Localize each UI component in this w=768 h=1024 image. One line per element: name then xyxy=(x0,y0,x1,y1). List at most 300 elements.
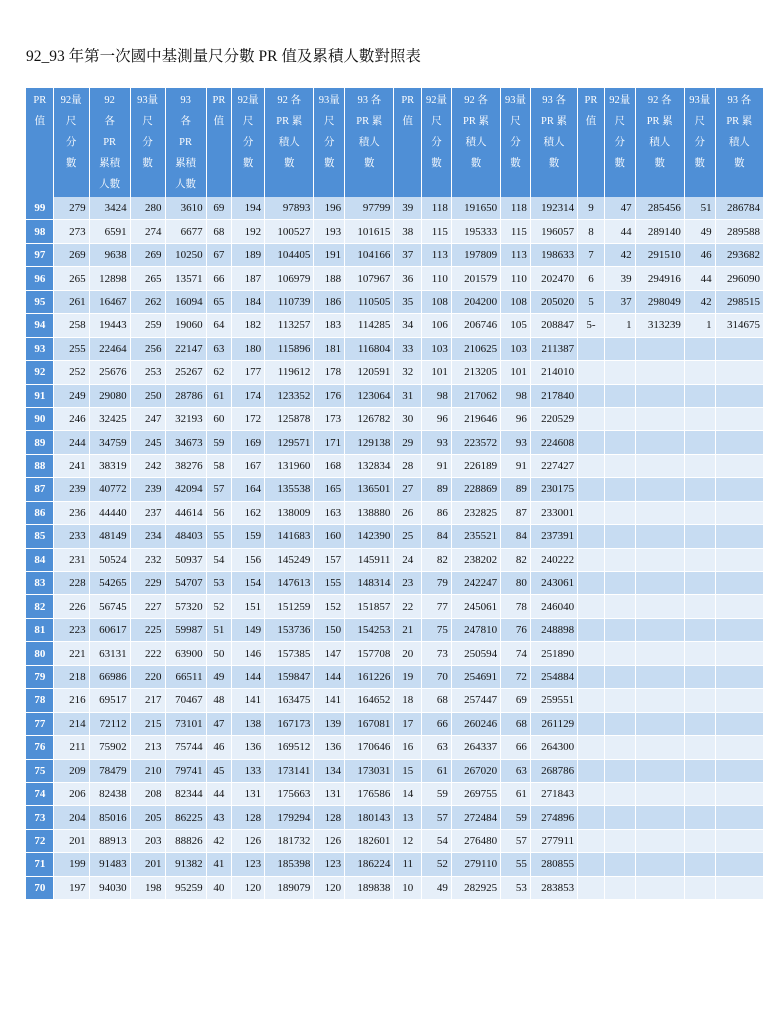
table-cell: 66 xyxy=(422,712,452,735)
table-row xyxy=(27,782,764,805)
pr-value-cell xyxy=(578,407,605,430)
column-header-line: 尺 xyxy=(614,116,625,127)
row-pr-value: 82 xyxy=(27,595,54,618)
table-cell: 279110 xyxy=(451,853,500,876)
pr-value-cell: 5- xyxy=(578,314,605,337)
column-header xyxy=(89,88,130,197)
pr-value-cell xyxy=(578,384,605,407)
table-cell: 96 xyxy=(501,407,531,430)
table-cell: 66511 xyxy=(165,665,206,688)
table-cell xyxy=(715,853,763,876)
table-cell: 223572 xyxy=(451,431,500,454)
pr-value-cell: 46 xyxy=(206,736,232,759)
table-cell: 145249 xyxy=(265,548,314,571)
table-cell: 243061 xyxy=(530,572,577,595)
table-cell: 294916 xyxy=(635,267,684,290)
table-cell: 204 xyxy=(53,806,89,829)
table-cell: 172 xyxy=(232,407,265,430)
table-cell xyxy=(635,384,684,407)
column-header-line: 數 xyxy=(431,158,442,169)
table-row xyxy=(27,361,764,384)
table-cell: 242247 xyxy=(451,572,500,595)
table-cell: 159 xyxy=(232,525,265,548)
table-cell: 244 xyxy=(53,431,89,454)
table-cell: 133 xyxy=(232,759,265,782)
table-row xyxy=(27,689,764,712)
table-cell: 123 xyxy=(232,853,265,876)
pr-value-cell: 66 xyxy=(206,267,232,290)
table-cell: 156 xyxy=(232,548,265,571)
table-row xyxy=(27,548,764,571)
column-header-line: 92量 xyxy=(60,95,82,106)
table-cell: 220529 xyxy=(530,407,577,430)
table-cell: 149 xyxy=(232,618,265,641)
table-cell: 249 xyxy=(53,384,89,407)
pr-value-cell xyxy=(578,548,605,571)
pr-value-cell xyxy=(578,736,605,759)
column-header-line: 值 xyxy=(213,116,225,127)
column-header-line: PR 累 xyxy=(356,116,383,127)
table-cell: 138880 xyxy=(345,501,394,524)
table-cell xyxy=(635,595,684,618)
table-row xyxy=(27,829,764,852)
table-cell: 53 xyxy=(501,876,531,899)
column-header-line: PR 累 xyxy=(276,116,303,127)
table-cell: 38319 xyxy=(89,454,130,477)
table-cell: 198633 xyxy=(530,243,577,266)
pr-lookup-table xyxy=(26,88,764,900)
table-cell: 277911 xyxy=(530,829,577,852)
table-cell: 286784 xyxy=(715,197,763,220)
table-cell xyxy=(635,736,684,759)
table-cell: 237 xyxy=(130,501,165,524)
column-header-line: 數 xyxy=(694,158,705,169)
table-cell: 128 xyxy=(314,806,345,829)
table-cell: 314675 xyxy=(715,314,763,337)
table-cell: 151259 xyxy=(265,595,314,618)
table-cell: 113 xyxy=(501,243,531,266)
table-cell xyxy=(635,454,684,477)
table-cell: 226 xyxy=(53,595,89,618)
pr-value-cell: 55 xyxy=(206,525,232,548)
table-cell: 37 xyxy=(604,290,635,313)
pr-value-cell: 12 xyxy=(394,829,422,852)
pr-value-cell: 53 xyxy=(206,572,232,595)
column-header-line: 尺 xyxy=(431,116,442,127)
table-cell xyxy=(635,665,684,688)
table-cell: 220 xyxy=(130,665,165,688)
table-cell: 69517 xyxy=(89,689,130,712)
table-cell: 185398 xyxy=(265,853,314,876)
column-header-line: 92 xyxy=(104,95,115,106)
column-header-line: PR 累 xyxy=(726,116,753,127)
pr-value-cell: 38 xyxy=(394,220,422,243)
table-cell: 162 xyxy=(232,501,265,524)
table-cell: 168 xyxy=(314,454,345,477)
table-cell: 209 xyxy=(53,759,89,782)
column-header-line: PR xyxy=(212,95,226,106)
table-cell: 202470 xyxy=(530,267,577,290)
column-header-line: 尺 xyxy=(142,116,153,127)
table-cell xyxy=(684,361,715,384)
table-cell: 233001 xyxy=(530,501,577,524)
table-cell: 84 xyxy=(422,525,452,548)
column-header-line: 92量 xyxy=(609,95,631,106)
pr-value-cell: 68 xyxy=(206,220,232,243)
column-header-line: 93 各 xyxy=(727,95,752,106)
table-cell: 119612 xyxy=(265,361,314,384)
column-header xyxy=(530,88,577,197)
table-cell: 136501 xyxy=(345,478,394,501)
row-pr-value: 73 xyxy=(27,806,54,829)
column-header-line: 92量 xyxy=(425,95,447,106)
table-cell: 84 xyxy=(501,525,531,548)
table-cell: 91 xyxy=(501,454,531,477)
table-cell: 91 xyxy=(422,454,452,477)
column-header-line: 數 xyxy=(548,158,560,169)
table-cell: 59 xyxy=(501,806,531,829)
table-cell xyxy=(635,478,684,501)
table-row xyxy=(27,876,764,899)
table-cell: 250 xyxy=(130,384,165,407)
table-cell: 144 xyxy=(232,665,265,688)
table-cell: 131 xyxy=(232,782,265,805)
table-cell: 240222 xyxy=(530,548,577,571)
table-cell: 163 xyxy=(314,501,345,524)
table-cell: 213 xyxy=(130,736,165,759)
table-cell: 126 xyxy=(232,829,265,852)
pr-value-cell: 13 xyxy=(394,806,422,829)
pr-value-cell: 43 xyxy=(206,806,232,829)
table-cell: 246040 xyxy=(530,595,577,618)
table-cell: 264300 xyxy=(530,736,577,759)
pr-value-cell: 40 xyxy=(206,876,232,899)
column-header xyxy=(206,88,232,197)
pr-value-cell: 14 xyxy=(394,782,422,805)
row-pr-value: 79 xyxy=(27,665,54,688)
table-cell xyxy=(684,853,715,876)
pr-value-cell: 35 xyxy=(394,290,422,313)
column-header-line: PR 累 xyxy=(541,116,567,127)
row-pr-value: 98 xyxy=(27,220,54,243)
pr-value-cell: 19 xyxy=(394,665,422,688)
table-cell: 256 xyxy=(130,337,165,360)
table-cell: 214 xyxy=(53,712,89,735)
table-row xyxy=(27,759,764,782)
table-cell: 222 xyxy=(130,642,165,665)
table-cell: 98 xyxy=(501,384,531,407)
pr-value-cell xyxy=(578,618,605,641)
table-cell: 66 xyxy=(501,736,531,759)
table-cell xyxy=(604,337,635,360)
table-cell: 138 xyxy=(232,712,265,735)
table-cell xyxy=(715,806,763,829)
table-cell: 110739 xyxy=(265,290,314,313)
column-header xyxy=(232,88,265,197)
table-cell: 40772 xyxy=(89,478,130,501)
row-pr-value: 88 xyxy=(27,454,54,477)
table-cell: 34673 xyxy=(165,431,206,454)
table-cell: 167081 xyxy=(345,712,394,735)
table-cell xyxy=(715,454,763,477)
row-pr-value: 70 xyxy=(27,876,54,899)
table-cell xyxy=(635,782,684,805)
table-cell xyxy=(684,829,715,852)
table-cell: 313239 xyxy=(635,314,684,337)
table-cell: 232 xyxy=(130,548,165,571)
column-header-line: 積人 xyxy=(278,137,300,148)
pr-value-cell: 9 xyxy=(578,197,605,220)
table-cell: 61 xyxy=(422,759,452,782)
table-cell: 258 xyxy=(53,314,89,337)
column-header-line: 分 xyxy=(142,137,153,148)
table-cell: 237391 xyxy=(530,525,577,548)
table-row xyxy=(27,384,764,407)
column-header-line: 分 xyxy=(324,137,335,148)
table-cell: 273 xyxy=(53,220,89,243)
table-row xyxy=(27,712,764,735)
table-cell: 74 xyxy=(501,642,531,665)
pr-value-cell xyxy=(578,431,605,454)
table-cell: 123 xyxy=(314,853,345,876)
pr-value-cell: 36 xyxy=(394,267,422,290)
column-header xyxy=(53,88,89,197)
table-cell xyxy=(684,642,715,665)
table-cell: 10250 xyxy=(165,243,206,266)
table-cell: 28786 xyxy=(165,384,206,407)
table-row xyxy=(27,314,764,337)
table-cell xyxy=(635,876,684,899)
table-cell: 161226 xyxy=(345,665,394,688)
page-title: 92_93 年第一次國中基測量尺分數 PR 值及累積人數對照表 xyxy=(26,48,421,65)
pr-value-cell: 29 xyxy=(394,431,422,454)
row-pr-value: 83 xyxy=(27,572,54,595)
table-cell: 165 xyxy=(314,478,345,501)
table-cell: 234 xyxy=(130,525,165,548)
table-cell: 257447 xyxy=(451,689,500,712)
table-cell: 106 xyxy=(422,314,452,337)
table-cell: 241 xyxy=(53,454,89,477)
table-cell: 254691 xyxy=(451,665,500,688)
table-cell: 253 xyxy=(130,361,165,384)
table-cell: 274896 xyxy=(530,806,577,829)
table-cell: 63 xyxy=(422,736,452,759)
table-cell: 217840 xyxy=(530,384,577,407)
table-cell: 186 xyxy=(314,290,345,313)
table-cell xyxy=(635,548,684,571)
table-cell: 110 xyxy=(501,267,531,290)
table-cell: 210 xyxy=(130,759,165,782)
table-cell: 141 xyxy=(232,689,265,712)
table-cell: 110 xyxy=(422,267,452,290)
table-cell: 261 xyxy=(53,290,89,313)
table-cell: 293682 xyxy=(715,243,763,266)
table-cell: 22464 xyxy=(89,337,130,360)
table-cell: 219646 xyxy=(451,407,500,430)
column-header-line: 人數 xyxy=(175,179,197,190)
pr-value-cell: 50 xyxy=(206,642,232,665)
table-row xyxy=(27,337,764,360)
table-cell xyxy=(604,361,635,384)
table-cell: 141 xyxy=(314,689,345,712)
pr-value-cell xyxy=(578,595,605,618)
column-header-line: 數 xyxy=(65,158,77,169)
column-header-line: 數 xyxy=(734,158,745,169)
table-cell xyxy=(604,454,635,477)
table-cell xyxy=(635,337,684,360)
column-header xyxy=(715,88,763,197)
table-cell xyxy=(604,572,635,595)
table-cell: 283853 xyxy=(530,876,577,899)
column-header xyxy=(501,88,531,197)
table-cell: 101 xyxy=(501,361,531,384)
table-cell xyxy=(635,806,684,829)
column-header-line: 分 xyxy=(431,137,442,148)
column-header-line: 尺 xyxy=(694,116,705,127)
table-cell: 242 xyxy=(130,454,165,477)
column-header-line: 數 xyxy=(324,158,335,169)
table-cell: 29080 xyxy=(89,384,130,407)
pr-value-cell xyxy=(578,478,605,501)
table-cell: 193 xyxy=(314,220,345,243)
table-row xyxy=(27,290,764,313)
table-cell: 126782 xyxy=(345,407,394,430)
table-cell xyxy=(635,712,684,735)
column-header xyxy=(604,88,635,197)
row-pr-value: 90 xyxy=(27,407,54,430)
table-row xyxy=(27,853,764,876)
table-cell: 233 xyxy=(53,525,89,548)
table-cell: 25676 xyxy=(89,361,130,384)
table-cell xyxy=(635,759,684,782)
table-cell: 108 xyxy=(422,290,452,313)
table-cell: 276480 xyxy=(451,829,500,852)
table-cell: 54 xyxy=(422,829,452,852)
table-cell: 56745 xyxy=(89,595,130,618)
table-cell: 139 xyxy=(314,712,345,735)
table-cell: 155 xyxy=(314,572,345,595)
table-cell: 68 xyxy=(501,712,531,735)
row-pr-value: 99 xyxy=(27,197,54,220)
table-cell xyxy=(604,525,635,548)
table-cell xyxy=(715,782,763,805)
pr-value-cell: 44 xyxy=(206,782,232,805)
table-cell: 120 xyxy=(314,876,345,899)
column-header-line: 尺 xyxy=(242,116,254,127)
table-cell xyxy=(604,829,635,852)
table-cell: 247810 xyxy=(451,618,500,641)
column-header xyxy=(27,88,54,197)
table-cell xyxy=(635,689,684,712)
column-header-line: 值 xyxy=(402,116,413,127)
table-cell: 131 xyxy=(314,782,345,805)
pr-value-cell: 42 xyxy=(206,829,232,852)
column-header xyxy=(578,88,605,197)
column-header xyxy=(422,88,452,197)
table-cell: 12898 xyxy=(89,267,130,290)
table-cell: 254884 xyxy=(530,665,577,688)
table-cell xyxy=(715,759,763,782)
column-header-line: 92 各 xyxy=(277,95,302,106)
table-cell: 261129 xyxy=(530,712,577,735)
table-cell: 123352 xyxy=(265,384,314,407)
table-cell xyxy=(604,548,635,571)
table-cell: 73101 xyxy=(165,712,206,735)
column-header xyxy=(314,88,345,197)
table-cell xyxy=(604,759,635,782)
table-cell: 49 xyxy=(684,220,715,243)
table-cell: 75744 xyxy=(165,736,206,759)
column-header-line: 93 各 xyxy=(542,95,566,106)
table-cell: 73 xyxy=(422,642,452,665)
table-cell: 82344 xyxy=(165,782,206,805)
table-cell: 205020 xyxy=(530,290,577,313)
table-cell: 151 xyxy=(232,595,265,618)
row-pr-value: 81 xyxy=(27,618,54,641)
table-cell: 210625 xyxy=(451,337,500,360)
header-row xyxy=(27,88,764,197)
column-header-line: 數 xyxy=(654,158,665,169)
pr-value-cell xyxy=(578,759,605,782)
table-cell xyxy=(715,572,763,595)
column-header-line: 累積 xyxy=(99,158,121,169)
table-cell: 150 xyxy=(314,618,345,641)
table-cell: 106979 xyxy=(265,267,314,290)
table-cell xyxy=(604,665,635,688)
table-cell: 169 xyxy=(232,431,265,454)
table-cell: 44440 xyxy=(89,501,130,524)
table-cell xyxy=(715,478,763,501)
table-cell: 22147 xyxy=(165,337,206,360)
pr-value-cell: 45 xyxy=(206,759,232,782)
table-cell: 48403 xyxy=(165,525,206,548)
table-cell: 269 xyxy=(53,243,89,266)
column-header-line: 93量 xyxy=(318,95,340,106)
table-cell: 134 xyxy=(314,759,345,782)
table-cell: 57320 xyxy=(165,595,206,618)
table-cell: 174 xyxy=(232,384,265,407)
pr-value-cell: 20 xyxy=(394,642,422,665)
row-pr-value: 84 xyxy=(27,548,54,571)
table-cell: 167173 xyxy=(265,712,314,735)
row-pr-value: 96 xyxy=(27,267,54,290)
pr-value-cell xyxy=(578,572,605,595)
table-cell: 91382 xyxy=(165,853,206,876)
table-cell xyxy=(635,853,684,876)
row-pr-value: 74 xyxy=(27,782,54,805)
table-cell: 211387 xyxy=(530,337,577,360)
column-header-line: 積人 xyxy=(728,137,750,148)
table-row xyxy=(27,525,764,548)
table-cell: 192314 xyxy=(530,197,577,220)
table-cell: 177 xyxy=(232,361,265,384)
table-cell: 227427 xyxy=(530,454,577,477)
table-cell xyxy=(604,712,635,735)
table-cell: 255 xyxy=(53,337,89,360)
table-cell xyxy=(635,431,684,454)
table-cell: 153736 xyxy=(265,618,314,641)
table-body xyxy=(27,197,764,900)
column-header-line: 積人 xyxy=(543,137,565,148)
table-cell xyxy=(635,361,684,384)
table-cell: 88913 xyxy=(89,829,130,852)
pr-value-cell: 47 xyxy=(206,712,232,735)
table-cell: 57 xyxy=(501,829,531,852)
table-cell xyxy=(715,384,763,407)
table-cell: 188 xyxy=(314,267,345,290)
table-cell: 70467 xyxy=(165,689,206,712)
table-cell: 280855 xyxy=(530,853,577,876)
